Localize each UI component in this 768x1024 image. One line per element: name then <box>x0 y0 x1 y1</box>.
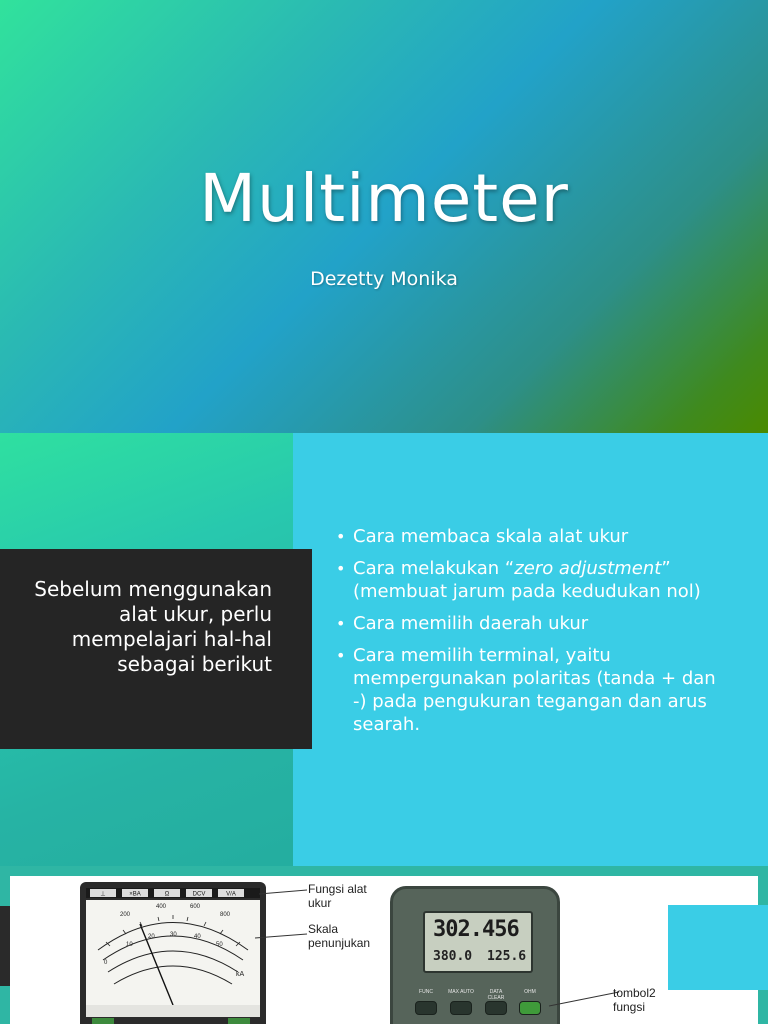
scale-number: 800 <box>220 912 231 918</box>
scale-number: 20 <box>148 934 155 940</box>
multimeter-picture <box>10 876 758 1024</box>
label-tombol-fungsi: tombol2 fungsi <box>613 986 656 1014</box>
sub-reading-2: 125.6 <box>487 949 527 964</box>
function-buttons <box>411 989 545 1019</box>
list-item <box>336 525 716 548</box>
range-button-label: DCV <box>192 891 206 898</box>
list-item-text-post: ” (membuat jarum pada kedudukan nol) <box>353 558 701 602</box>
scale-number: 0 <box>104 960 108 966</box>
range-buttons <box>90 889 244 898</box>
range-button-label: V/A <box>226 891 236 898</box>
scale-symbol: kA <box>236 971 245 978</box>
scale-number: 50 <box>216 942 223 948</box>
bullet-list <box>336 525 716 745</box>
scale-number: 10 <box>126 942 133 948</box>
scale-number: 600 <box>190 904 201 910</box>
max-auto-button <box>450 1001 472 1015</box>
bullet-icon: • <box>336 527 346 546</box>
list-item <box>336 557 716 603</box>
scale-number: 40 <box>194 934 201 940</box>
list-item-text-pre: Cara melakukan “ <box>353 558 515 579</box>
ohm-button <box>519 1001 541 1015</box>
bullet-icon: • <box>336 559 346 578</box>
bullet-icon: • <box>336 614 346 633</box>
slide-author: Dezetty Monika <box>310 268 458 290</box>
list-item <box>336 612 716 635</box>
list-item-text: Cara memilih terminal, yaitu mempergunakan polaritas (tanda + dan -) pada pengukuran tegangan dan arus searah. <box>353 645 716 735</box>
sub-reading-1: 380.0 <box>433 949 473 964</box>
list-item-text: Cara memilih daerah ukur <box>353 613 589 634</box>
cyan-accent-box <box>668 905 768 990</box>
button-label: OHM <box>524 989 536 995</box>
list-item-text-italic: zero adjustment <box>514 558 662 579</box>
slide-title: Multimeter <box>199 160 569 237</box>
digital-multimeter-image <box>390 886 560 1024</box>
scale-number: 30 <box>170 932 177 938</box>
list-item-text: Cara membaca skala alat ukur <box>353 526 629 547</box>
lcd-display <box>423 911 533 973</box>
intro-box <box>0 549 312 749</box>
scale-number: 200 <box>120 912 131 918</box>
label-pointer-lines <box>255 884 315 944</box>
range-button-label: Ω <box>164 891 170 898</box>
button-label: MAX AUTO <box>448 989 474 995</box>
intro-text: Sebelum menggunakan alat ukur, perlu mempelajari hal-hal sebagai berikut <box>34 577 272 676</box>
analog-multimeter-image <box>78 880 268 1024</box>
button-label: FUNC <box>419 989 433 995</box>
picture-slide <box>0 866 768 1024</box>
range-button-label: ⊥ <box>100 891 106 898</box>
bullet-icon: • <box>336 646 346 665</box>
list-item <box>336 644 716 736</box>
title-slide <box>0 0 768 433</box>
content-slide <box>0 433 768 866</box>
label-skala-penunjukan: Skala penunjukan <box>308 922 371 950</box>
label-fungsi-alat-ukur: Fungsi alat ukur <box>308 882 367 910</box>
main-reading: 302.456 <box>433 917 519 942</box>
button-label: DATA CLEAR <box>487 989 505 1001</box>
data-clear-button <box>485 1001 507 1015</box>
range-button-label: ×BA <box>129 891 141 898</box>
scale-number: 400 <box>156 904 167 910</box>
func-button <box>415 1001 437 1015</box>
